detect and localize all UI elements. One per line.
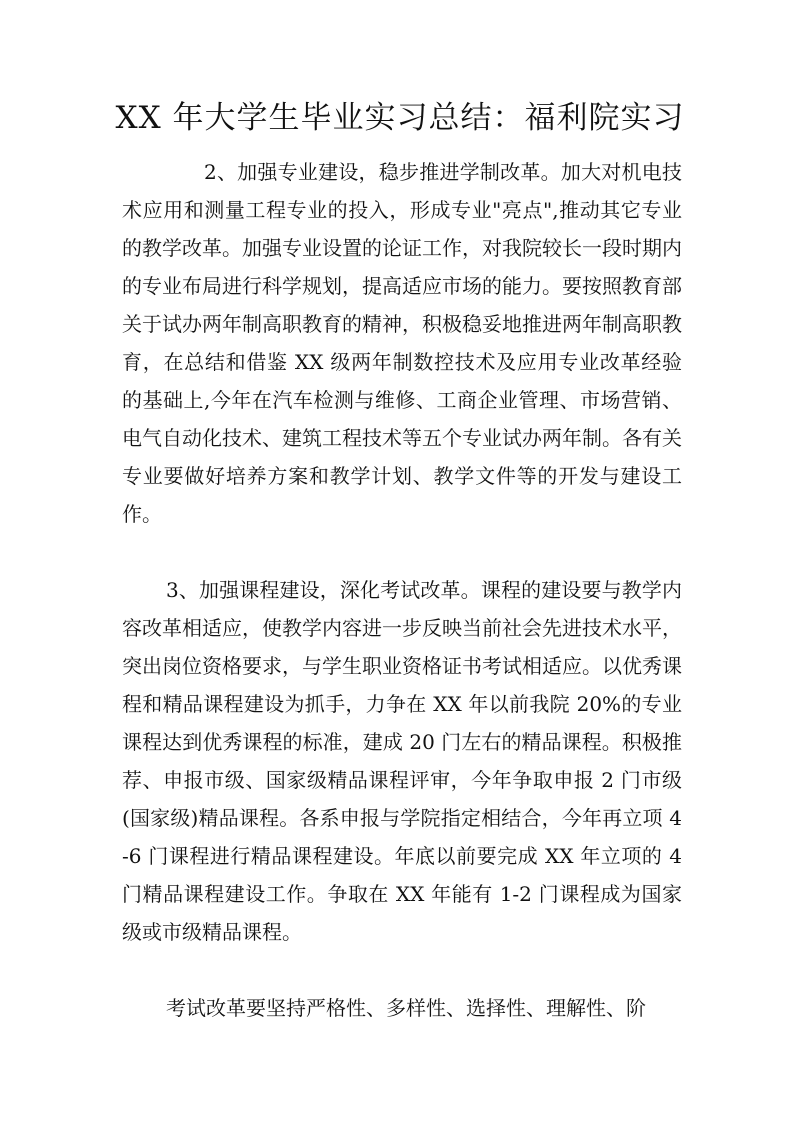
paragraph-exam-reform: 考试改革要坚持严格性、多样性、选择性、理解性、阶 [166,996,646,1020]
document-title: XX 年大学生毕业实习总结：福利院实习 [115,100,685,136]
paragraph-course-construction: 3、加强课程建设，深化考试改革。课程的建设要与教学内容改革相适应，使教学内容进一步反映当前社会先进技术水平，突出岗位资格要求，与学生职业资格证书考试相适应。以优秀课程和精品课程建设为抓手，力争在 XX 年以前我院 20%的专业课程达到优秀课程的标准，建成 20 门左右的精品课程。积极推荐、申报市级、国家级精品课程评审，今年争取申报 2 门市级(国家级)精品课程。各系申报与学院指定相结合，今年再立项 4-6 门课程进行精品课程建设。年底以前要完成 XX 年立项的 4 门精品课程建设工作。争取在 XX 年能有 1-2 门课程成为国家级或市级精品课程。 [122,578,682,944]
paragraph-professional-construction: 2、加强专业建设，稳步推进学制改革。加大对机电技术应用和测量工程专业的投入，形成专业"亮点",推动其它专业的教学改革。加强专业设置的论证工作，对我院较长一段时期内的专业布局进行科学规划，提高适应市场的能力。要按照教育部关于试办两年制高职教育的精神，积极稳妥地推进两年制高职教育，在总结和借鉴 XX 级两年制数控技术及应用专业改革经验的基础上,今年在汽车检测与维修、工商企业管理、市场营销、电气自动化技术、建筑工程技术等五个专业试办两年制。各有关专业要做好培养方案和教学计划、教学文件等的开发与建设工作。 [122,160,682,526]
